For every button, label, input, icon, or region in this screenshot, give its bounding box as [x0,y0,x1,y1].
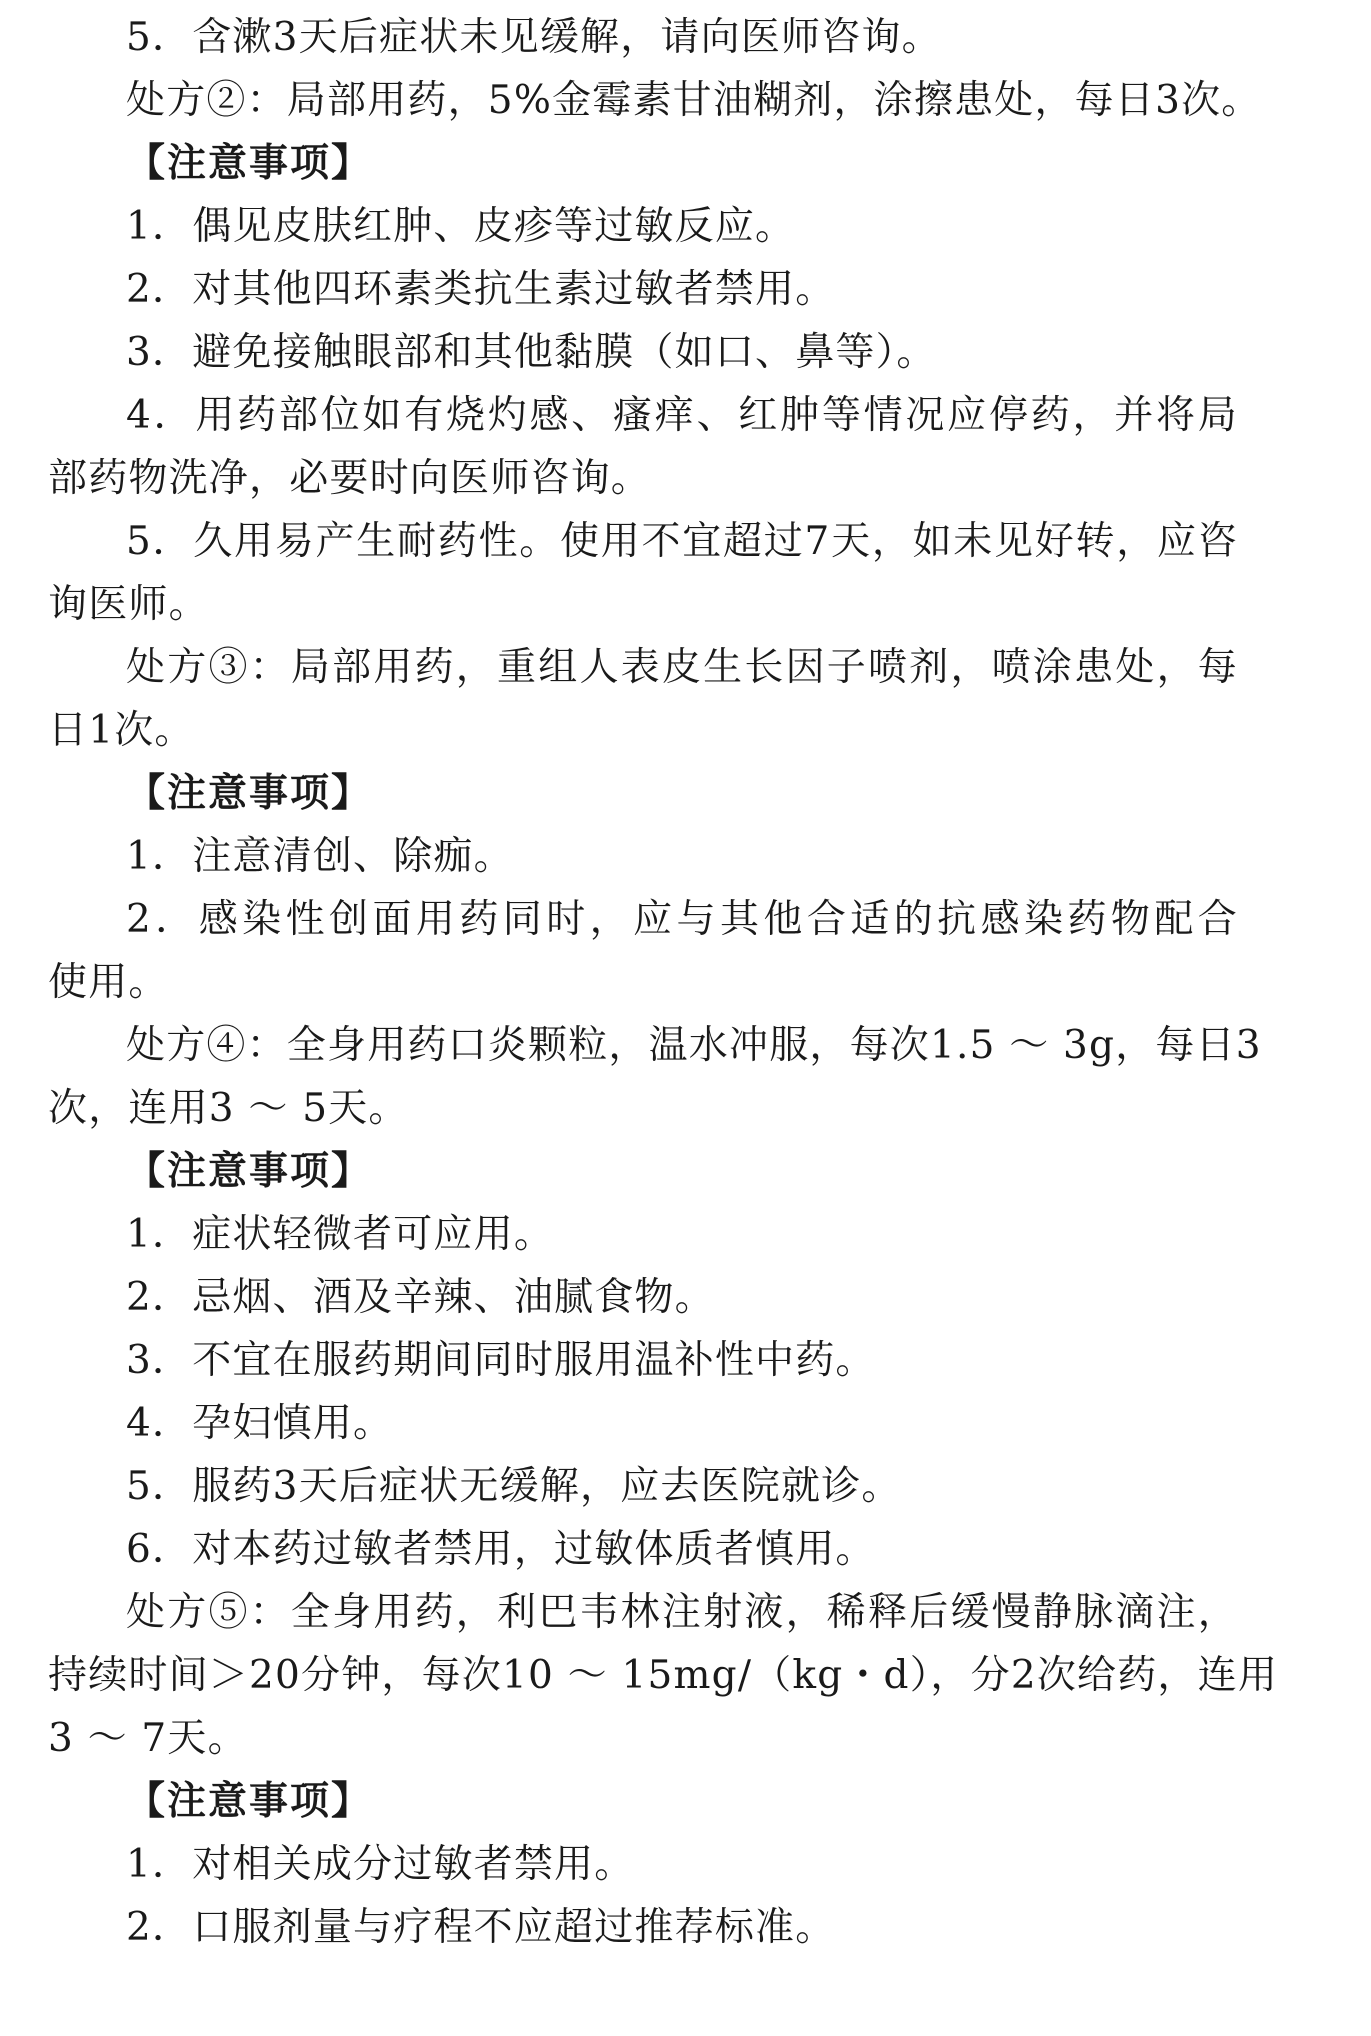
item-line-continued: 询医师。 [48,582,209,627]
item-line: 3．避免接触眼部和其他黏膜（如口、鼻等）。 [126,330,937,375]
prescription-line-continued: 日1次。 [48,708,195,753]
prescription-line-continued: 3 ～ 7天。 [48,1716,248,1761]
item-line-continued: 使用。 [48,960,169,1005]
item-line: 2．忌烟、酒及辛辣、油腻食物。 [126,1275,715,1320]
notes-heading: 【注意事项】 [126,141,373,186]
item-line: 2．感染性创面用药同时，应与其他合适的抗感染药物配合 [126,897,1238,942]
item-line: 2．对其他四环素类抗生素过敏者禁用。 [126,267,836,312]
notes-heading: 【注意事项】 [126,771,373,816]
prescription-line: 处方④：全身用药口炎颗粒，温水冲服，每次1.5 ～ 3g，每日3 [126,1023,1262,1068]
item-line: 1．注意清创、除痂。 [126,834,514,879]
item-line: 2．口服剂量与疗程不应超过推荐标准。 [126,1905,836,1950]
item-line: 1．对相关成分过敏者禁用。 [126,1842,635,1887]
item-line: 5．含漱3天后症状未见缓解，请向医师咨询。 [126,15,942,60]
prescription-line: 处方③：局部用药，重组人表皮生长因子喷剂，喷涂患处，每 [126,645,1238,690]
notes-heading: 【注意事项】 [126,1149,373,1194]
item-line: 5．服药3天后症状无缓解，应去医院就诊。 [126,1464,902,1509]
item-line: 6．对本药过敏者禁用，过敏体质者慎用。 [126,1527,876,1572]
item-line: 3．不宜在服药期间同时服用温补性中药。 [126,1338,876,1383]
item-line-continued: 部药物洗净，必要时向医师咨询。 [48,456,652,501]
notes-heading: 【注意事项】 [126,1779,373,1824]
prescription-line: 处方⑤：全身用药，利巴韦林注射液，稀释后缓慢静脉滴注， [126,1590,1238,1635]
item-line: 4．孕妇慎用。 [126,1401,394,1446]
document-page [48,6,1279,1959]
item-line: 1．症状轻微者可应用。 [126,1212,555,1257]
item-line: 4．用药部位如有烧灼感、瘙痒、红肿等情况应停药，并将局 [126,393,1238,438]
prescription-line-continued: 次，连用3 ～ 5天。 [48,1086,409,1131]
item-line: 1．偶见皮肤红肿、皮疹等过敏反应。 [126,204,796,249]
prescription-line: 处方②：局部用药，5%金霉素甘油糊剂，涂擦患处，每日3次。 [126,78,1262,123]
item-line: 5．久用易产生耐药性。使用不宜超过7天，如未见好转，应咨 [126,519,1238,564]
prescription-line-continued: 持续时间＞20分钟，每次10 ～ 15mg/（kg・d），分2次给药，连用 [48,1653,1279,1698]
